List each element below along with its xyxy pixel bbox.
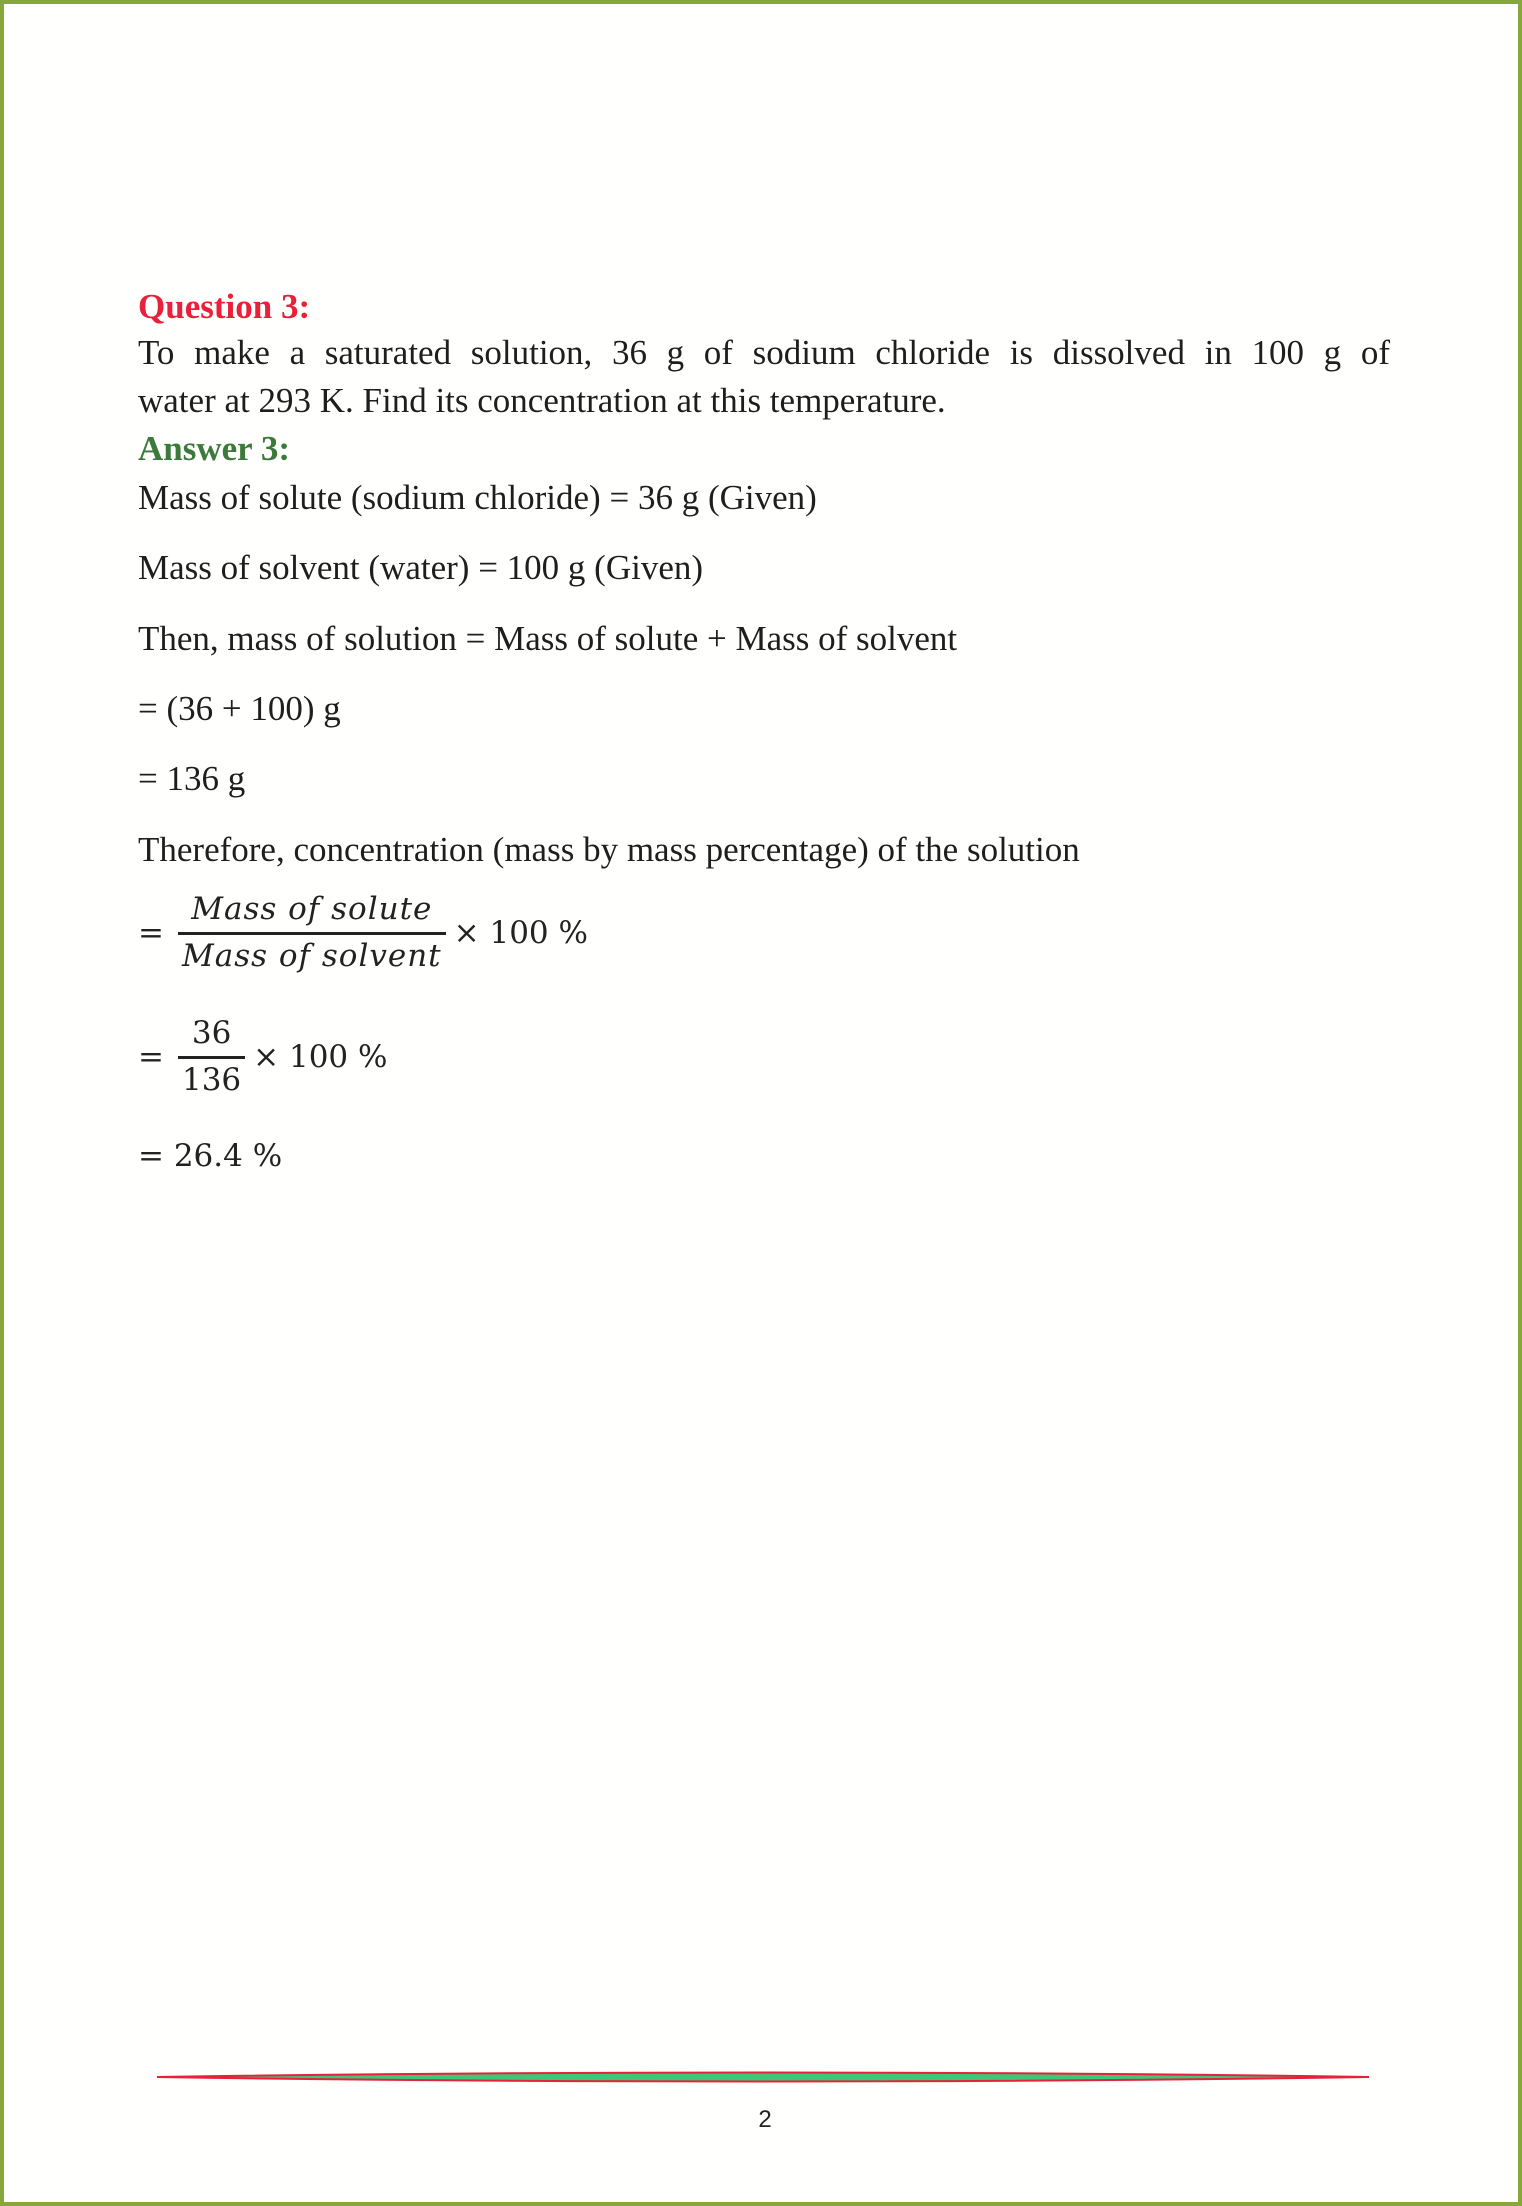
fraction xyxy=(178,892,446,974)
result-value: = 26.4 % xyxy=(138,1138,283,1174)
formula-result xyxy=(138,1138,282,1174)
footer-divider xyxy=(157,2070,1369,2086)
fraction-bar xyxy=(178,1056,245,1059)
fraction-numerator: 36 xyxy=(191,1015,232,1051)
fraction-denominator: 136 xyxy=(181,1061,242,1098)
formula-numeric xyxy=(138,1016,395,1098)
multiplier: × 100 % xyxy=(453,915,588,952)
answer-line-mass-solute: Mass of solute (sodium chloride) = 36 g (Given) xyxy=(138,478,817,517)
formula-general xyxy=(138,892,596,974)
fraction-bar xyxy=(178,932,446,935)
answer-heading: Answer 3: xyxy=(138,429,290,468)
fraction xyxy=(178,1016,245,1098)
page-number: 2 xyxy=(758,2106,772,2133)
equals-sign: = xyxy=(138,915,164,952)
multiplier: × 100 % xyxy=(253,1039,388,1076)
answer-line-mass-solvent: Mass of solvent (water) = 100 g (Given) xyxy=(138,548,704,587)
equals-sign: = xyxy=(138,1039,164,1076)
question-text-line-2: water at 293 K. Find its concentration at this temperature. xyxy=(138,381,946,420)
fraction-numerator: Mass of solute xyxy=(191,891,433,927)
fraction-denominator: Mass of solvent xyxy=(181,937,442,974)
question-heading: Question 3: xyxy=(138,287,311,326)
question-text-line-1: To make a saturated solution, 36 g of sodium chloride is dissolved in 100 g of xyxy=(138,333,1390,372)
answer-line-total: = 136 g xyxy=(138,759,246,798)
answer-line-mass-solution: Then, mass of solution = Mass of solute + Mass of solvent xyxy=(138,619,958,658)
answer-line-sum: = (36 + 100) g xyxy=(138,689,341,728)
answer-line-therefore: Therefore, concentration (mass by mass percentage) of the solution xyxy=(138,830,1080,869)
